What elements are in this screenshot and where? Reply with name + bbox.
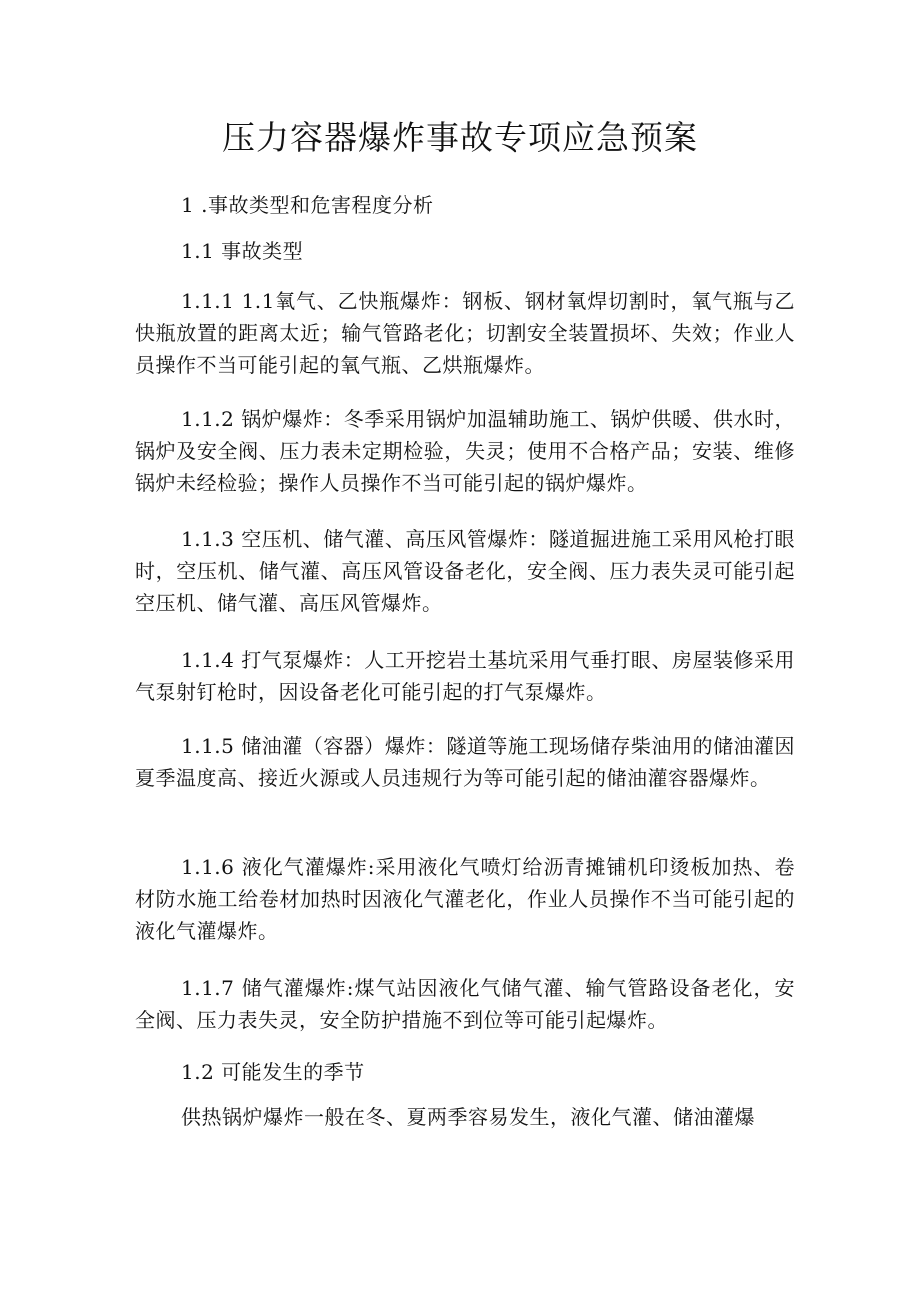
paragraph-1-1-4: 1.1.4 打气泵爆炸：人工开挖岩土基坑采用气垂打眼、房屋装修采用气泵射钉枪时，因设备老化可能引起的打气泵爆炸。 — [135, 648, 795, 704]
paragraph-1-1-6: 1.1.6 液化气灌爆炸:采用液化气喷灯给沥青摊铺机印烫板加热、卷材防水施工给卷材加热时因液化气灌老化，作业人员操作不当可能引起的液化气灌爆炸。 — [135, 855, 795, 943]
section-heading-1-1: 1.1 事故类型 — [181, 239, 304, 263]
section-heading-1-2: 1.2 可能发生的季节 — [181, 1060, 365, 1084]
document-title: 压力容器爆炸事故专项应急预案 — [222, 118, 698, 157]
section-heading-1: 1 .事故类型和危害程度分析 — [181, 193, 434, 217]
paragraph-1-1-1: 1.1.1 1.1氧气、乙快瓶爆炸：钢板、钢材氧焊切割时，氧气瓶与乙快瓶放置的距离太近；输气管路老化；切割安全装置损坏、失效；作业人员操作不当可能引起的氧气瓶、乙烘瓶爆炸。 — [135, 289, 795, 377]
paragraph-1-1-5: 1.1.5 储油灌（容器）爆炸：隧道等施工现场储存柴油用的储油灌因夏季温度高、接近火源或人员违规行为等可能引起的储油灌容器爆炸。 — [135, 734, 795, 790]
paragraph-1-1-3: 1.1.3 空压机、储气灌、高压风管爆炸：隧道掘进施工采用风枪打眼时，空压机、储气灌、高压风管设备老化，安全阀、压力表失灵可能引起空压机、储气灌、高压风管爆炸。 — [135, 527, 795, 615]
paragraph-1-1-2: 1.1.2 锅炉爆炸：冬季采用锅炉加温辅助施工、锅炉供暖、供水时，锅炉及安全阀、压力表未定期检验，失灵；使用不合格产品；安装、维修锅炉未经检验；操作人员操作不当可能引起的锅炉爆炸。 — [135, 407, 795, 495]
paragraph-1-2: 供热锅炉爆炸一般在冬、夏两季容易发生，液化气灌、储油灌爆 — [181, 1105, 755, 1129]
paragraph-1-1-7: 1.1.7 储气灌爆炸:煤气站因液化气储气灌、输气管路设备老化，安全阀、压力表失灵，安全防护措施不到位等可能引起爆炸。 — [135, 976, 795, 1032]
